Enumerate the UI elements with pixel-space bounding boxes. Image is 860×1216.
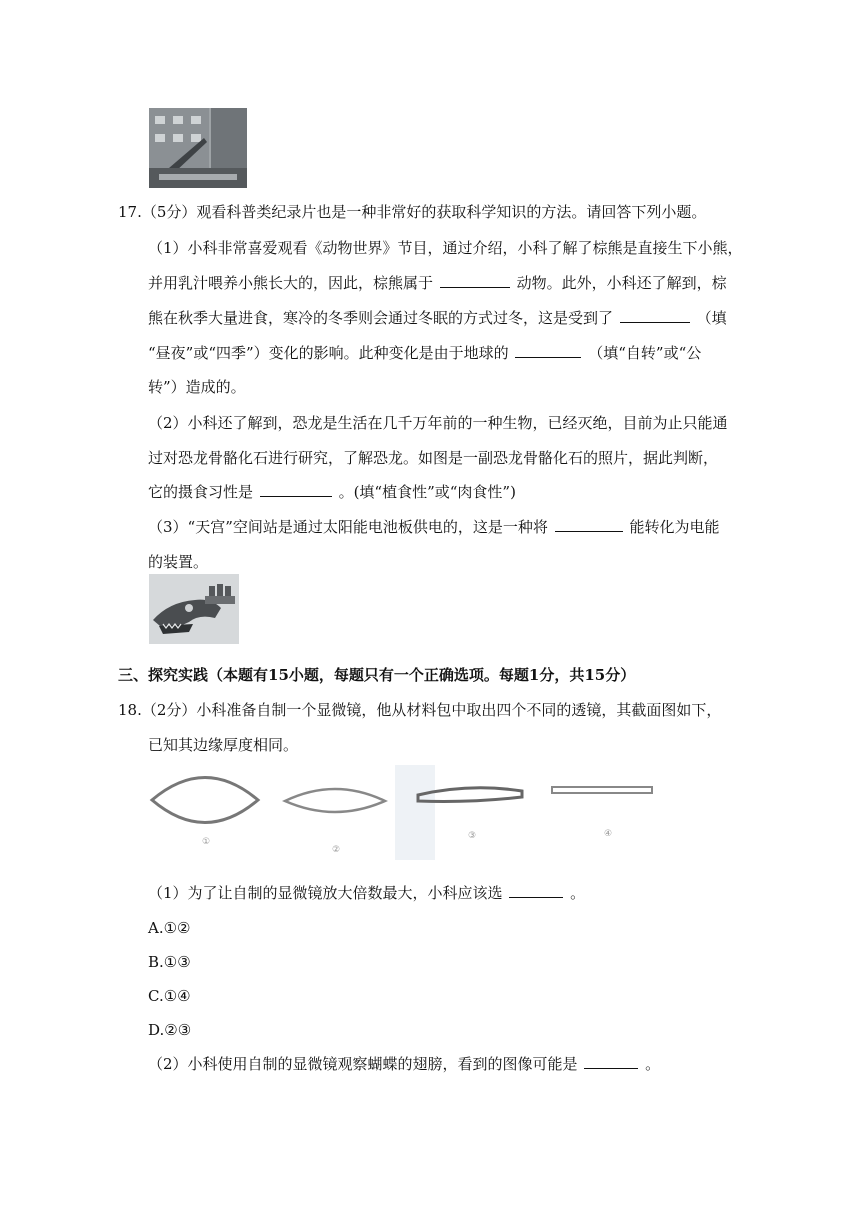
q17-p3-line1-text-a: （3）“天宫”空间站是通过太阳能电池板供电的，这是一种将 [148,518,548,536]
lens-4-icon [552,787,652,793]
answer-blank-7[interactable] [584,1054,638,1069]
lens-cross-section-figure [140,765,660,860]
answer-blank-6[interactable] [509,883,563,898]
q17-p2-line3 [148,482,516,502]
q18-sub1 [148,883,585,903]
q17-p1-line3 [148,308,727,328]
q18-sub2 [148,1054,660,1074]
lens-1-icon [152,778,258,823]
q17-p1-line4-text-a: “昼夜”或“四季”）变化的影响。此种变化是由于地球的 [148,344,509,362]
option-a[interactable]: A.①② [148,919,191,937]
option-b[interactable]: B.①③ [148,953,191,971]
answer-blank-4[interactable] [260,482,332,497]
q17-p1-line3-text-a: 熊在秋季大量进食，寒冷的冬季则会通过冬眠的方式过冬，这是受到了 [148,309,614,327]
lens-2-label: ② [332,845,341,855]
building-photo [149,108,247,188]
q18-sub2-text-b: 。 [645,1055,661,1073]
answer-blank-1[interactable] [440,273,510,288]
lens-3-label: ③ [468,831,477,841]
q17-p1-line5: 转”）造成的。 [148,378,246,396]
q18-sub1-text-a: （1）为了让自制的显微镜放大倍数最大，小科应该选 [148,884,503,902]
building-photo-image [149,108,247,188]
q17-p1-line1: （1）小科非常喜爱观看《动物世界》节目，通过介绍，小科了解了棕熊是直接生下小熊， [148,239,743,257]
q17-p2-line3-text-a: 它的摄食习性是 [148,483,254,501]
q17-p1-line3-text-b: （填 [696,309,727,327]
option-c[interactable]: C.①④ [148,987,191,1005]
q17-p2-line3-text-b: 。(填“植食性”或“肉食性”) [338,483,516,501]
lens-4-label: ④ [604,829,613,839]
q17-p3-line1 [148,517,719,537]
q17-p3-line2: 的装置。 [148,553,209,571]
lens-1-label: ① [202,837,211,847]
q18-sub2-text-a: （2）小科使用自制的显微镜观察蝴蝶的翅膀，看到的图像可能是 [148,1055,578,1073]
q17-p1-line4 [148,343,701,363]
q17-p1-line2-text-b: 动物。此外，小科还了解到，棕 [516,274,727,292]
q17-p1-line4-text-b: （填“自转”或“公 [588,344,702,362]
section3-heading: 三、探究实践（本题有15小题，每题只有一个正确选项。每题1分，共15分） [118,666,636,684]
option-d[interactable]: D.②③ [148,1021,192,1039]
q18-stem-line2: 已知其边缘厚度相同。 [148,736,299,754]
answer-blank-2[interactable] [620,308,690,323]
q17-p3-line1-text-b: 能转化为电能 [629,518,720,536]
q17-p1-line2-text-a: 并用乳汁喂养小熊长大的，因此，棕熊属于 [148,274,434,292]
answer-blank-3[interactable] [515,343,581,358]
q17-p1-line2 [148,273,727,293]
q17-p2-line1: （2）小科还了解到，恐龙是生活在几千万年前的一种生物，已经灭绝，目前为止只能通 [148,414,728,432]
dinosaur-skull-image [149,574,239,644]
dinosaur-fossil-photo [149,574,239,644]
q18-sub1-text-b: 。 [570,884,586,902]
lens-diagram [140,765,660,860]
q17-p2-line2: 过对恐龙骨骼化石进行研究，了解恐龙。如图是一副恐龙骨骼化石的照片，据此判断， [148,449,719,467]
lens-2-icon [285,789,385,812]
q17-stem: 17.（5分）观看科普类纪录片也是一种非常好的获取科学知识的方法。请回答下列小题。 [118,203,707,221]
answer-blank-5[interactable] [555,517,623,532]
q18-stem-line1: 18.（2分）小科准备自制一个显微镜，他从材料包中取出四个不同的透镜，其截面图如下， [118,701,722,719]
